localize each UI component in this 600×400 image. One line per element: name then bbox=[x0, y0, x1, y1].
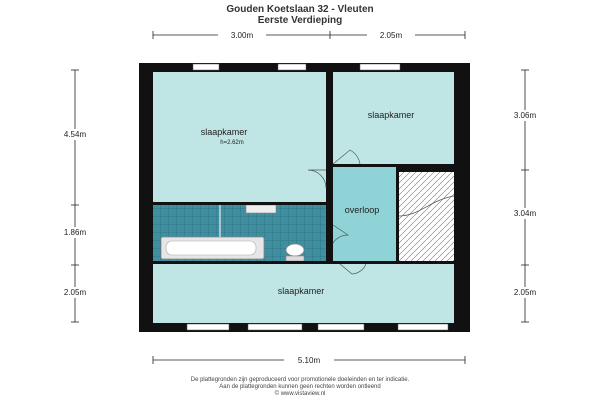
plan-address: Gouden Koetslaan 32 - Vleuten bbox=[226, 4, 374, 15]
wall-internal bbox=[396, 164, 399, 261]
footer-disclaimer: De plattegronden zijn geproduceerd voor promotionele doeleinden en ter indicatie. bbox=[190, 377, 410, 383]
dimension-bottom bbox=[153, 354, 465, 365]
dimension-label: 3.06m bbox=[513, 111, 537, 120]
staircase bbox=[398, 172, 454, 261]
bathtub-basin bbox=[166, 241, 256, 255]
washbasin bbox=[246, 205, 276, 213]
ceiling-height-label: h=2.62m bbox=[220, 140, 244, 146]
room-bedroom-front bbox=[153, 72, 326, 202]
dimension-label: 1.86m bbox=[63, 228, 87, 237]
wall-internal bbox=[153, 261, 454, 264]
dimension-label: 2.05m bbox=[513, 288, 537, 297]
toilet bbox=[286, 244, 304, 256]
wall-internal bbox=[153, 202, 326, 205]
dimension-label: 3.00m bbox=[230, 31, 254, 40]
wall-internal bbox=[326, 72, 333, 261]
room-label: slaapkamer bbox=[277, 286, 325, 296]
footer-rights: Aan de plattegronden kunnen geen rechten worden ontleend bbox=[219, 384, 381, 390]
plan-floor-name: Eerste Verdieping bbox=[257, 15, 343, 26]
dimension-label: 2.05m bbox=[63, 288, 87, 297]
room-label: overloop bbox=[344, 205, 380, 215]
footer-copyright: © www.vistaview.nl bbox=[274, 391, 326, 397]
dimension-left bbox=[55, 70, 95, 322]
dimension-label: 2.05m bbox=[379, 31, 403, 40]
toilet-tank bbox=[286, 256, 304, 261]
dimension-label: 3.04m bbox=[513, 209, 537, 218]
dimension-right bbox=[505, 70, 545, 322]
wall-internal bbox=[333, 164, 399, 167]
room-label: slaapkamer bbox=[200, 127, 248, 137]
dimension-top bbox=[153, 29, 465, 40]
room-label: slaapkamer bbox=[367, 110, 415, 120]
dimension-label: 4.54m bbox=[63, 130, 87, 139]
dimension-label: 5.10m bbox=[297, 356, 321, 365]
